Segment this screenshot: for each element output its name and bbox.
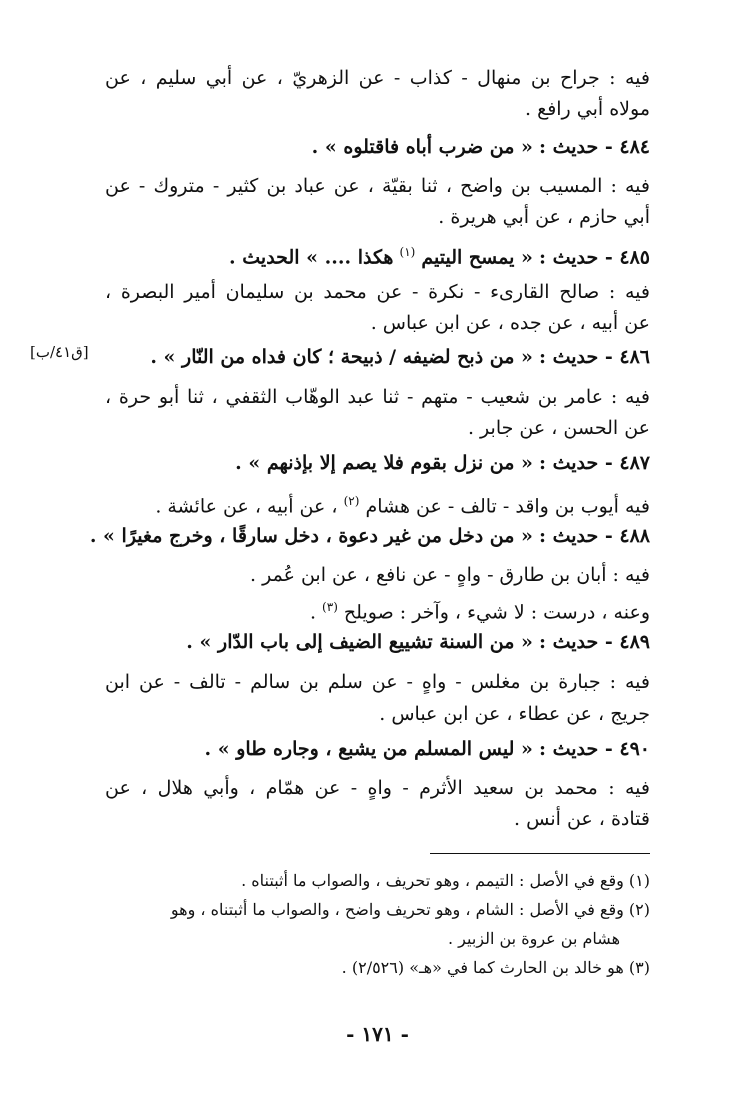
text-line: فيه : جبارة بن مغلس - واهٍ - عن سلم بن سالم - تالف - عن ابن <box>105 671 650 693</box>
text-line <box>105 595 650 624</box>
footnote-divider <box>430 853 650 854</box>
hadith-text-tail: هكذا .... » الحديث . <box>229 246 394 269</box>
hadith-number: ٤٨٦ - حديث : <box>538 346 650 368</box>
footnote-ref: (٣) <box>322 600 338 614</box>
text-line: فيه : أبان بن طارق - واهٍ - عن نافع ، عن ابن عُمر . <box>250 564 650 586</box>
hadith-text: « ليس المسلم من يشبع ، وجاره طاو » . <box>204 738 533 760</box>
text-line: فيه : عامر بن شعيب - متهم - ثنا عبد الوهّاب الثقفي ، ثنا أبو حرة ، <box>105 386 650 408</box>
text-line: فيه : المسيب بن واضح ، ثنا بقيّة ، عن عباد بن كثير - متروك - عن <box>105 175 650 197</box>
manuscript-folio-marker: [ق٤١/ب] <box>30 343 89 361</box>
hadith-number: ٤٨٧ - حديث : <box>538 452 650 474</box>
hadith-text: « يمسح اليتيم <box>421 246 533 269</box>
hadith-text: « من السنة تشييع الضيف إلى باب الدّار » . <box>186 631 533 653</box>
footnote: (٣) هو خالد بن الحارث كما في «هـ» (٢/٥٢٦) . <box>341 958 650 977</box>
hadith-487-heading <box>105 451 650 475</box>
hadith-text: « من دخل من غير دعوة ، دخل سارقًا ، وخرج مغيرًا » . <box>89 525 533 547</box>
footnote: (٢) وقع في الأصل : الشام ، وهو تحريف واضح ، والصواب ما أثبتناه ، وهو <box>170 900 650 919</box>
hadith-number: ٤٨٥ - حديث : <box>538 246 650 269</box>
text-part: وعنه ، درست : لا شيء ، وآخر : صويلح <box>343 601 650 624</box>
hadith-484-heading <box>105 135 650 159</box>
text-line: فيه : محمد بن سعيد الأثرم - واهٍ - عن همّام ، وأبي هلال ، عن <box>105 777 650 799</box>
footnote: (١) وقع في الأصل : التيمم ، وهو تحريف ، والصواب ما أثبتناه . <box>241 871 650 890</box>
text-line: عن أبيه ، عن جده ، عن ابن عباس . <box>370 312 650 334</box>
hadith-490-heading <box>105 737 650 761</box>
hadith-number: ٤٨٤ - حديث : <box>538 136 650 158</box>
hadith-486-heading <box>105 345 650 369</box>
text-line: قتادة ، عن أنس . <box>514 808 650 830</box>
hadith-text: « من ذبح لضيفه / ذبيحة ؛ كان فداه من النّار » . <box>150 346 533 368</box>
hadith-number: ٤٨٨ - حديث : <box>538 525 650 547</box>
text-part: ، عن أبيه ، عن عائشة . <box>155 495 338 518</box>
hadith-number: ٤٨٩ - حديث : <box>538 631 650 653</box>
page-number: - ١٧١ - <box>346 1022 409 1046</box>
footnote-ref: (١) <box>399 245 416 259</box>
text-part: فيه أيوب بن واقد - تالف - عن هشام <box>365 495 650 518</box>
text-part: . <box>309 601 316 624</box>
text-line <box>105 489 650 518</box>
text-line: أبي حازم ، عن أبي هريرة . <box>438 206 650 228</box>
footnote-ref: (٢) <box>343 494 360 508</box>
hadith-number: ٤٩٠ - حديث : <box>538 738 650 760</box>
text-line: عن الحسن ، عن جابر . <box>467 417 650 439</box>
hadith-485-heading <box>105 240 650 269</box>
hadith-488-heading <box>89 524 650 548</box>
text-line: فيه : صالح القارىء - نكرة - عن محمد بن سليمان أمير البصرة ، <box>105 281 650 303</box>
text-line: مولاه أبي رافع . <box>525 98 650 120</box>
footnote-continuation: هشام بن عروة بن الزبير . <box>447 929 620 948</box>
hadith-text: « من ضرب أباه فاقتلوه » . <box>311 136 533 158</box>
text-line: جريج ، عن عطاء ، عن ابن عباس . <box>379 703 650 725</box>
hadith-489-heading <box>105 630 650 654</box>
text-line: فيه : جراح بن منهال - كذاب - عن الزهريّ ، عن أبي سليم ، عن <box>105 67 650 89</box>
hadith-text: « من نزل بقوم فلا يصم إلا بإذنهم » . <box>235 452 533 474</box>
